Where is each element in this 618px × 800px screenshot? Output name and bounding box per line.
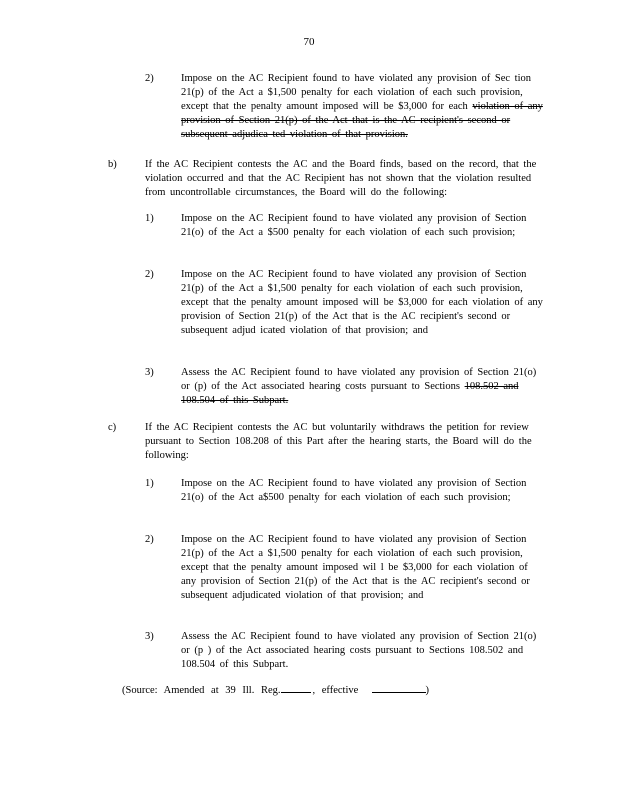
item-text: Impose on the AC Recipient found to have violated any provision of Section 21(o) of the Act a$500 penalty for each violation of each such provision;	[181, 478, 527, 503]
item-marker: b)	[108, 159, 117, 170]
source-note	[122, 683, 429, 698]
effective-date-blank	[372, 683, 426, 693]
item-marker: 1)	[145, 478, 154, 489]
struck-text: violation of any provision of Section 21(p) of the Act that is the AC recipient's second or subsequent adjudica ted violation of that provision.	[181, 101, 543, 140]
source-prefix: (Source: Amended at 39 Ill. Reg.	[122, 685, 281, 696]
item-marker: c)	[108, 422, 117, 433]
item-text: Impose on the AC Recipient found to have violated any provision of Sec tion 21(p) of the Act a $1,500 penalty for each violation of each such provision, except that the penalty amount imposed will be $3,000 for each violation of any provision of Section 21(p) of the Act that is the AC recipient's second or subsequent adjudica ted violation of that provision.	[181, 73, 543, 140]
reg-blank	[281, 683, 311, 693]
item-marker: 3)	[145, 631, 154, 642]
item-text: Impose on the AC Recipient found to have violated any provision of Section 21(o) of the Act a $500 penalty for each violation of each such provision;	[181, 213, 527, 238]
page-number: 70	[303, 36, 315, 48]
item-text: If the AC Recipient contests the AC and the Board finds, based on the record, that the violation occurred and that the AC Recipient has not shown that the violation resulted from uncontrollable circumstances, the Board will do the following:	[145, 159, 537, 198]
item-text: Assess the AC Recipient found to have violated any provision of Section 21(o) or (p) of the Act associated hearing costs pursuant to Sections 108.502 and 108.504 of this Subpart.	[181, 367, 537, 406]
source-suffix: )	[425, 685, 430, 696]
struck-text: 108.502 and 108.504 of this Subpart.	[181, 381, 519, 406]
item-text: Assess the AC Recipient found to have violated any provision of Section 21(o) or (p ) of the Act associated hearing costs pursuant to Sections 108.502 and 108.504 of this Subpart.	[181, 631, 537, 670]
item-marker: 2)	[145, 269, 154, 280]
source-middle: , effective	[312, 685, 359, 696]
item-marker: 2)	[145, 534, 154, 545]
item-marker: 1)	[145, 213, 154, 224]
item-text: Impose on the AC Recipient found to have violated any provision of Section 21(p) of the Act a $1,500 penalty for each violation of each such provision, except that the penalty amount imposed wil l be $3,000 for each violation of any provision of Section 21(p) of the Act that is the AC recipient's second or subsequent adjudicated violation of that provision; and	[181, 534, 530, 601]
item-text: If the AC Recipient contests the AC but voluntarily withdraws the petition for review pursuant to Section 108.208 of this Part after the hearing starts, the Board will do the following:	[145, 422, 532, 461]
item-marker: 3)	[145, 367, 154, 378]
item-marker: 2)	[145, 73, 154, 84]
item-text: Impose on the AC Recipient found to have violated any provision of Section 21(p) of the Act a $1,500 penalty for each violation of each such provision, except that the penalty amount imposed will be $3,000 for each violation of any provision of Section 21(p) of the Act that is the AC recipient's second or subsequent adjud icated violation of that provision; and	[181, 269, 543, 336]
